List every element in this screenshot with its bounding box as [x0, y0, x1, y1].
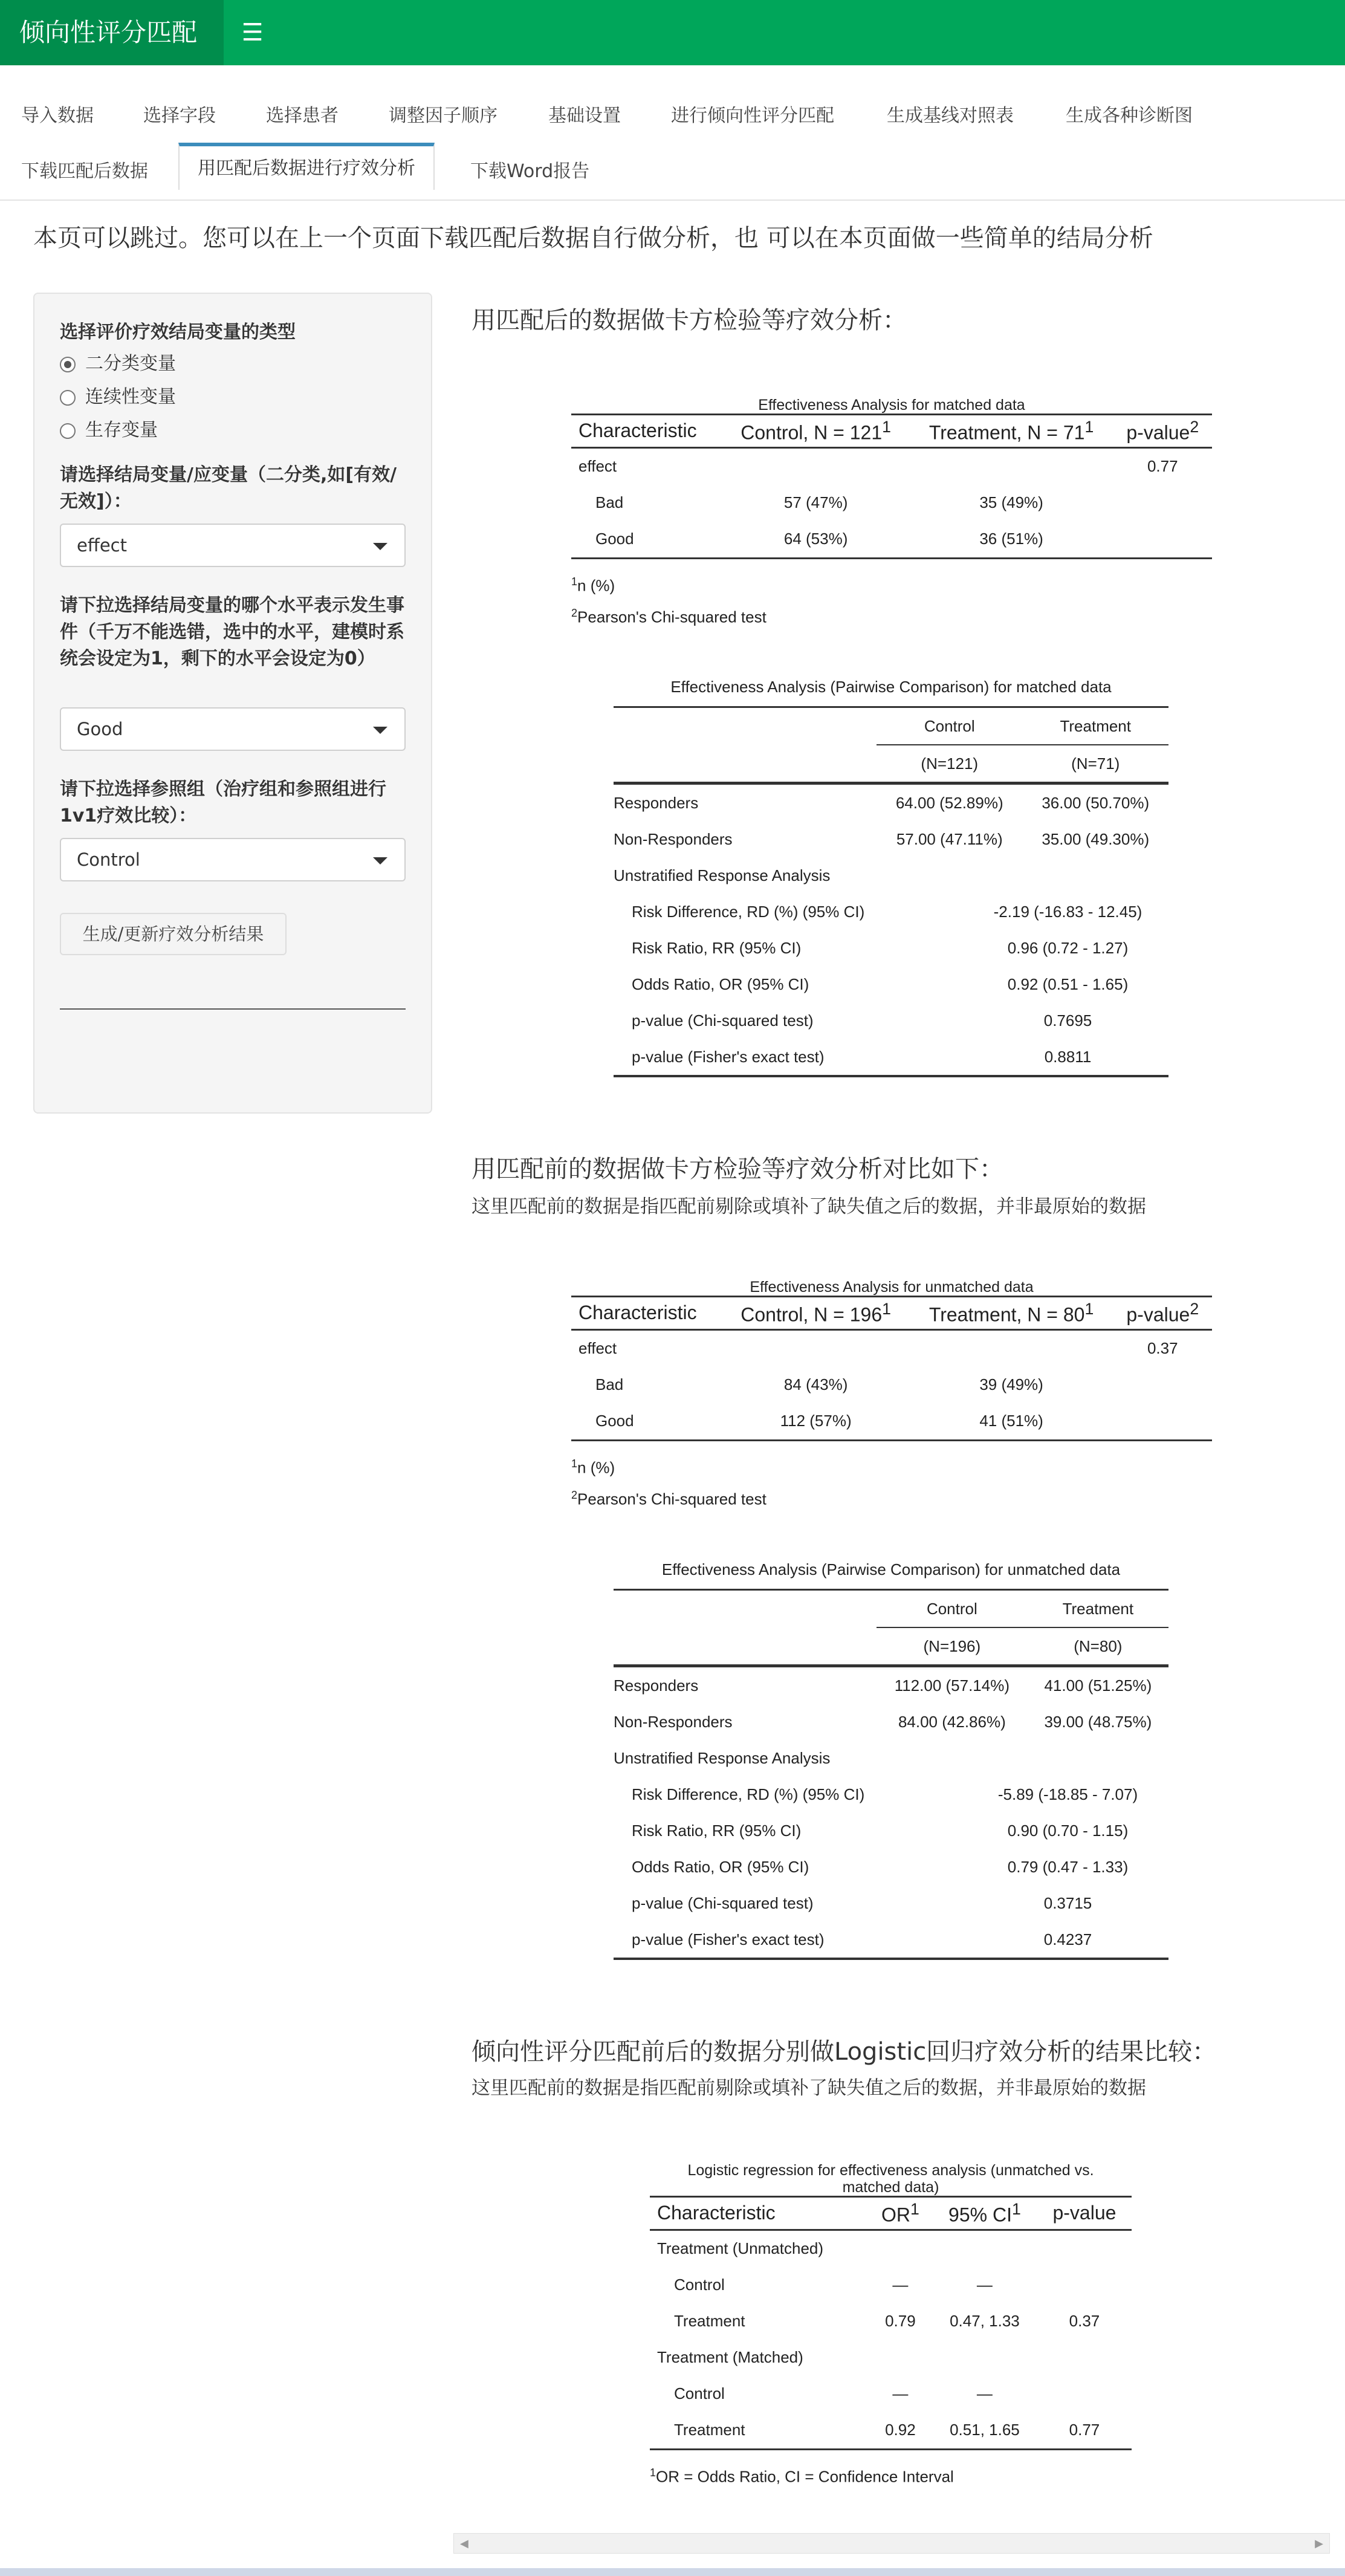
generate-analysis-button[interactable]: 生成/更新疗效分析结果 — [60, 913, 287, 955]
table-row: effect 0.77 — [579, 457, 1178, 476]
col-header: Characteristic — [571, 415, 722, 448]
table-row: Control — — — [674, 2384, 993, 2403]
table-row: Odds Ratio, OR (95% CI) 0.79 (0.47 - 1.33) — [632, 1857, 1129, 1876]
radio-continuous[interactable] — [60, 384, 176, 410]
tab-adjust-factor-order[interactable]: 调整因子顺序 — [389, 105, 497, 126]
unmatched-heading: 用匹配前的数据做卡方检验等疗效分析对比如下： — [472, 1155, 1003, 1183]
col-header: p-value — [1037, 2197, 1132, 2230]
radio-label: 二分类变量 — [85, 353, 176, 374]
gt-unmatched-table — [571, 1279, 1212, 1513]
unmatched-note: 这里匹配前的数据是指匹配前剔除或填补了缺失值之后的数据，并非最原始的数据 — [472, 1196, 1146, 1218]
radio-binary[interactable] — [60, 351, 176, 377]
table-row: Unstratified Response Analysis — [614, 1748, 831, 1767]
col-header: p-value$^2$ — [1113, 1297, 1212, 1330]
tab-diagnostic-plots[interactable]: 生成各种诊断图 — [1066, 105, 1193, 126]
table-row: Odds Ratio, OR (95% CI) 0.92 (0.51 - 1.65) — [632, 975, 1129, 993]
table-row: Non-Responders 57.00 (47.11%) 35.00 (49.30%) — [614, 829, 1150, 848]
bottom-strip — [0, 2568, 1345, 2576]
table-row: Bad 84 (43%) 39 (49%) — [595, 1375, 1043, 1394]
pairwise-matched-table: Effectiveness Analysis (Pairwise Comparison) for matched data Control Treatment (N=121) (N=71) Responders 64.00 (52.89%) 36.00 (50.70%) Non-Responders 57.00 (47.11%) 35.00 (49.30%) Unstratified Response Analysis Risk Difference, RD (%) (95% CI) -2.19 (-16.83 - 12.45) Risk Ratio, RR (95% CI) 0.96 (0.72 - 1.27) Odds Ratio, OR (95% CI) 0.92 (0.51 - 1.65) p-value (Chi-squared test) 0.7695 p-value (Fisher's exact test) 0.8811 — [614, 676, 1168, 1077]
table-row: p-value (Fisher's exact test) 0.8811 — [614, 1039, 1168, 1076]
table-footnotes: $^1$n (%) $^2$Pearson's Chi-squared test — [571, 1457, 766, 1508]
caret-down-icon — [373, 857, 387, 865]
outcome-var-label: 请选择结局变量/应变量（二分类,如[有效/无效]）： — [60, 464, 397, 512]
table-row: Treatment (Unmatched) — [657, 2239, 824, 2258]
col-header: p-value$^2$ — [1113, 415, 1212, 448]
radio-survival[interactable] — [60, 417, 158, 444]
caret-down-icon — [373, 727, 387, 734]
table-footnotes: $^1$OR = Odds Ratio, CI = Confidence Interval — [650, 2466, 954, 2486]
select-value: Good — [77, 719, 123, 739]
tab-basic-settings[interactable]: 基础设置 — [548, 105, 621, 126]
table-row: p-value (Fisher's exact test) 0.4237 — [614, 1921, 1168, 1959]
tab-select-patients[interactable]: 选择患者 — [266, 105, 339, 126]
top-navbar — [0, 0, 1345, 65]
event-level-label: 请下拉选择结局变量的哪个水平表示发生事件（千万不能选错，选中的水平，建模时系统会设定为1，剩下的水平会设定为0） — [60, 595, 404, 669]
tab-efficacy-analysis[interactable]: 用匹配后数据进行疗效分析 — [178, 143, 435, 190]
logistic-table — [650, 2162, 1132, 2490]
logistic-note: 这里匹配前的数据是指匹配前剔除或填补了缺失值之后的数据，并非最原始的数据 — [472, 2077, 1146, 2099]
table-row: effect 0.37 — [579, 1339, 1178, 1358]
col-header: $OR^1$ — [869, 2197, 932, 2230]
tab-baseline-table[interactable]: 生成基线对照表 — [887, 105, 1014, 126]
table-row: Risk Ratio, RR (95% CI) 0.90 (0.70 - 1.15) — [632, 1821, 1129, 1840]
intro-text: 本页可以跳过。您可以在上一个页面下载匹配后数据自行做分析，也 可以在本页面做一些简单的结局分析 — [33, 224, 1153, 252]
scroll-right-icon[interactable]: ▶ — [1315, 2537, 1323, 2550]
table-row: p-value (Chi-squared test) 0.7695 — [632, 1011, 1092, 1030]
horizontal-scrollbar[interactable] — [453, 2533, 1330, 2554]
table-row: Risk Difference, RD (%) (95% CI) -2.19 (-16.83 - 12.45) — [632, 902, 1142, 921]
select-value: effect — [77, 535, 127, 556]
radio-label: 连续性变量 — [85, 386, 176, 407]
hamburger-icon[interactable]: ☰ — [241, 19, 264, 47]
col-header: Control, $N = 121^1$ — [722, 415, 910, 448]
table-footnotes: $^1$n (%) $^2$Pearson's Chi-squared test — [571, 575, 766, 626]
table-row: Treatment 0.92 0.51, 1.65 0.77 — [650, 2412, 1132, 2450]
table-row: Unstratified Response Analysis — [614, 866, 831, 884]
gt-matched-table — [571, 397, 1212, 631]
table-row: Responders 64.00 (52.89%) 36.00 (50.70%) — [614, 793, 1150, 812]
radio-unchecked-icon — [60, 390, 76, 406]
outcome-var-select[interactable] — [60, 524, 406, 567]
logistic-heading: 倾向性评分匹配前后的数据分别做Logistic回归疗效分析的结果比较： — [472, 2038, 1217, 2066]
tab-word-report[interactable]: 下载Word报告 — [470, 161, 590, 182]
col-header: Characteristic — [571, 1297, 722, 1330]
event-level-select[interactable] — [60, 707, 406, 751]
table-caption: Effectiveness Analysis for unmatched data — [750, 1279, 1034, 1296]
table-row: Risk Ratio, RR (95% CI) 0.96 (0.72 - 1.27) — [632, 938, 1129, 957]
table-row: p-value (Chi-squared test) 0.3715 — [632, 1893, 1092, 1912]
table-row: Treatment (Matched) — [657, 2348, 803, 2367]
table-caption: Effectiveness Analysis (Pairwise Comparison) for matched data — [670, 678, 1112, 696]
reference-group-label: 请下拉选择参照组（治疗组和参照组进行1v1疗效比较）： — [60, 779, 386, 826]
divider — [60, 1008, 406, 1010]
sidebar-panel — [33, 293, 432, 1114]
table-row: Risk Difference, RD (%) (95% CI) -5.89 (-18.85 - 7.07) — [632, 1785, 1138, 1803]
tab-download-matched[interactable]: 下载匹配后数据 — [21, 161, 148, 182]
table-row: Non-Responders 84.00 (42.86%) 39.00 (48.75%) — [614, 1712, 1152, 1731]
table-row: Responders 112.00 (57.14%) 41.00 (51.25%) — [614, 1676, 1152, 1695]
caret-down-icon — [373, 543, 387, 550]
table-row: Good 112 (57%) 41 (51%) — [571, 1403, 1212, 1441]
tab-select-fields[interactable]: 选择字段 — [143, 105, 216, 126]
select-value: Control — [77, 849, 140, 870]
radio-label: 生存变量 — [85, 420, 158, 441]
col-header: Characteristic — [650, 2197, 869, 2230]
radio-unchecked-icon — [60, 423, 76, 439]
radio-checked-icon — [60, 357, 76, 372]
table-caption: Effectiveness Analysis (Pairwise Comparison) for unmatched data — [661, 1560, 1121, 1578]
col-header: Control, $N = 196^1$ — [722, 1297, 910, 1330]
tab-run-psm[interactable]: 进行倾向性评分匹配 — [671, 105, 834, 126]
table-caption: Logistic regression for effectiveness analysis (unmatched vs. matched data) — [687, 2162, 1094, 2196]
col-header: Treatment, $N = 71^1$ — [910, 415, 1113, 448]
reference-group-select[interactable] — [60, 838, 406, 881]
pairwise-unmatched-table: Effectiveness Analysis (Pairwise Comparison) for unmatched data Control Treatment (N=196) (N=80) Responders 112.00 (57.14%) 41.00 (51.25%) Non-Responders 84.00 (42.86%) 39.00 (48.75%) Unstratified Response Analysis Risk Difference, RD (%) (95% CI) -5.89 (-18.85 - 7.07) Risk Ratio, RR (95% CI) 0.90 (0.70 - 1.15) Odds Ratio, OR (95% CI) 0.79 (0.47 - 1.33) p-value (Chi-squared test) 0.3715 p-value (Fisher's exact test) 0.4237 — [614, 1559, 1168, 1960]
table-row: Bad 57 (47%) 35 (49%) — [595, 493, 1043, 512]
matched-heading: 用匹配后的数据做卡方检验等疗效分析： — [472, 307, 907, 334]
scroll-left-icon[interactable]: ◀ — [460, 2537, 468, 2550]
table-row: Treatment 0.79 0.47, 1.33 0.37 — [674, 2312, 1100, 2331]
col-header: 95% $CI^1$ — [932, 2197, 1037, 2230]
outcome-type-label: 选择评价疗效结局变量的类型 — [60, 322, 296, 343]
tab-import-data[interactable]: 导入数据 — [21, 105, 94, 126]
table-row: Control — — — [674, 2276, 993, 2294]
table-row: Good 64 (53%) 36 (51%) — [571, 521, 1212, 559]
tab-bar — [0, 85, 1345, 201]
col-header: Treatment, $N = 80^1$ — [910, 1297, 1113, 1330]
table-caption: Effectiveness Analysis for matched data — [758, 397, 1025, 414]
app-title: 倾向性评分匹配 — [0, 0, 224, 65]
